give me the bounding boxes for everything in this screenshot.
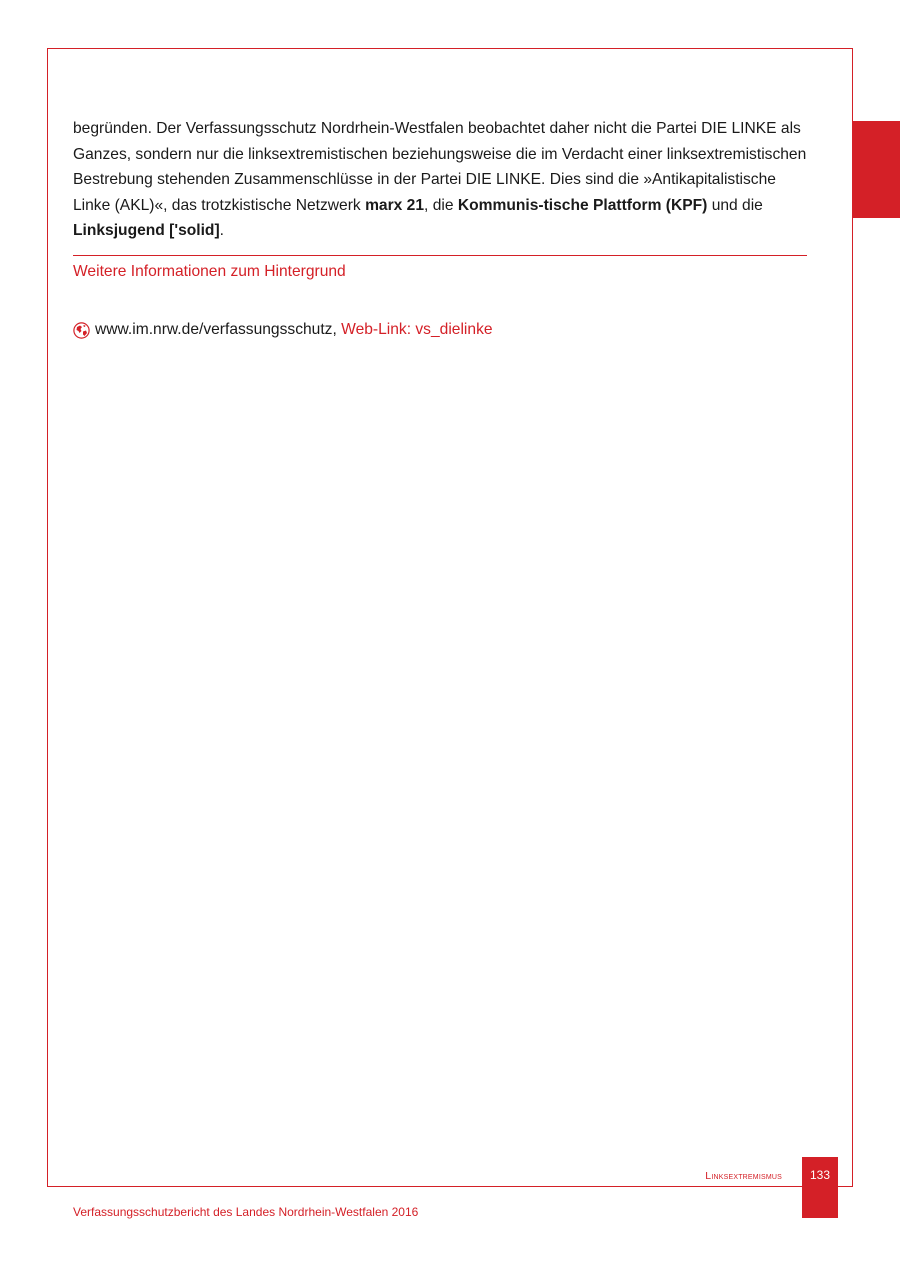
globe-icon	[73, 322, 90, 339]
section-divider	[73, 255, 807, 256]
body-text-2: , die	[424, 196, 458, 214]
body-text-3: und die	[707, 196, 763, 214]
web-link[interactable]: Web-Link: vs_dielinke	[341, 321, 493, 338]
body-paragraph	[73, 116, 809, 244]
footer-section-label: Linksextremismus	[705, 1170, 782, 1182]
bold-marx21: marx 21	[365, 196, 425, 214]
chapter-side-tab	[853, 121, 900, 218]
page-number-box	[802, 1157, 838, 1218]
body-text-4: .	[219, 222, 224, 239]
bold-linksjugend: Linksjugend ['solid]	[73, 222, 220, 239]
footer-report-title: Verfassungsschutzbericht des Landes Nordrhein-Westfalen 2016	[73, 1205, 419, 1219]
body-text-1: begründen. Der Verfassungsschutz Nordrhein-Westfalen beobachtet daher nicht die Partei DIE LINKE als Ganzes, sondern nur die linksextremistischen beziehungsweise die im Verdacht einer linksextremistischen Bestrebung stehenden Zusammenschlüsse in der Partei DIE LINKE. Dies sind die »Antikapitalistische Linke (AKL)«, das trotzkistische Netzwerk	[73, 120, 807, 214]
section-heading: Weitere Informationen zum Hintergrund	[73, 263, 346, 280]
url-text: www.im.nrw.de/verfassungsschutz,	[95, 321, 337, 338]
page-number: 133	[809, 1168, 831, 1182]
link-line	[73, 321, 493, 339]
bold-kpf: Kommunis-tische Plattform (KPF)	[457, 196, 708, 214]
